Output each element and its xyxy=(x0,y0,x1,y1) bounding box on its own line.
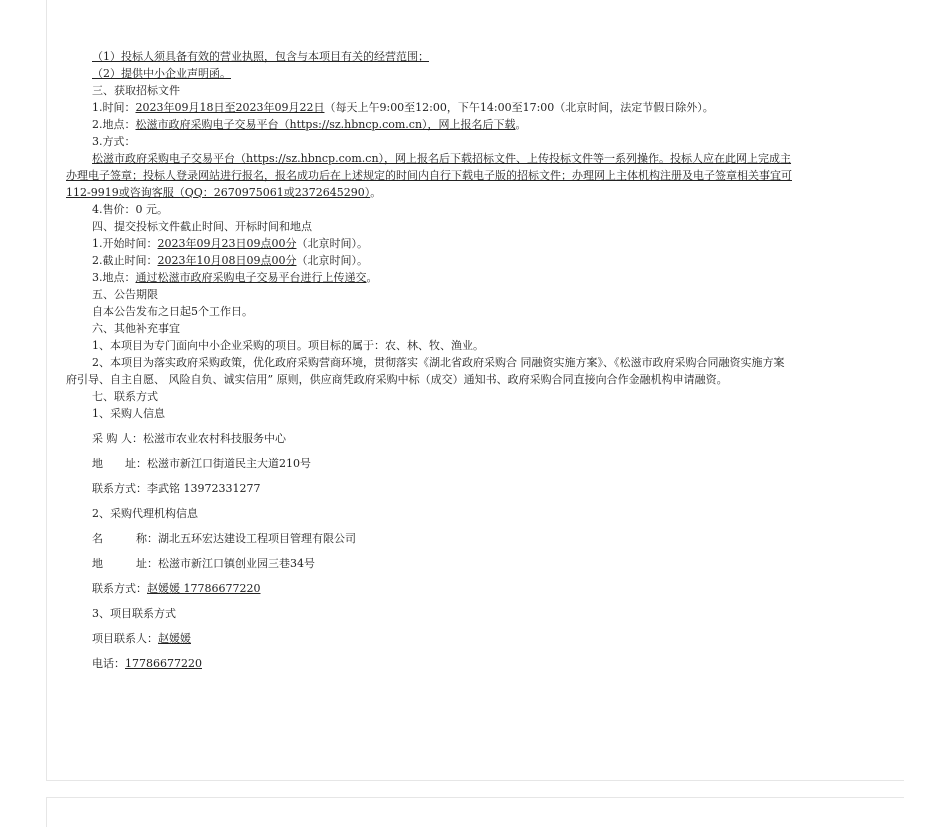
agency-contact-label: 联系方式： xyxy=(92,582,147,595)
deadline-value: 2023年10月08日09点00分 xyxy=(157,254,297,267)
next-panel xyxy=(46,797,904,827)
section-heading-7: 七、联系方式 xyxy=(92,390,158,403)
submit-place-end: 。 xyxy=(366,271,378,284)
customer-service-contact[interactable]: 112-9919或咨询客服（QQ：2670975061或2372645290） xyxy=(66,186,371,199)
obtain-place-link[interactable]: 松滋市政府采购电子交易平台（https://sz.hbncp.com.cn），网上报名后下载 xyxy=(135,118,516,131)
project-contact-person-value[interactable]: 赵媛媛 xyxy=(158,632,191,645)
submit-place-label: 3.地点： xyxy=(92,271,136,284)
start-time-label: 1.开始时间： xyxy=(92,237,158,250)
purchaser-heading: 1、采购人信息 xyxy=(92,407,165,420)
deadline-label: 2.截止时间： xyxy=(92,254,158,267)
project-contact-person xyxy=(92,632,191,646)
price: 4.售价：0 元。 xyxy=(92,203,168,216)
obtain-time-label: 1.时间： xyxy=(92,101,136,114)
purchaser-contact: 联系方式：李武铭 13972331277 xyxy=(92,482,261,495)
project-contact-heading: 3、项目联系方式 xyxy=(92,607,176,620)
qualification-item-1: （1）投标人须具备有效的营业执照，包含与本项目有关的经营范围； xyxy=(92,50,429,63)
agency-heading: 2、采购代理机构信息 xyxy=(92,507,198,520)
section-heading-3: 三、获取招标文件 xyxy=(92,84,180,97)
notice-period: 自本公告发布之日起5个工作日。 xyxy=(92,305,253,318)
section-heading-6: 六、其他补充事宜 xyxy=(92,322,180,335)
submit-place-value[interactable]: 通过松滋市政府采购电子交易平台进行上传递交 xyxy=(135,271,367,284)
deadline-note: （北京时间）。 xyxy=(296,254,368,267)
obtain-time-note: （每天上午9:00至12:00，下午14:00至17:00（北京时间，法定节假日除外）。 xyxy=(324,101,714,114)
deadline xyxy=(92,254,368,268)
supplement-item-1: 1、本项目为专门面向中小企业采购的项目。项目标的属于：农、林、牧、渔业。 xyxy=(92,339,484,352)
section-heading-5: 五、公告期限 xyxy=(92,288,158,301)
agency-address: 地 址：松滋市新江口镇创业园三巷34号 xyxy=(92,557,315,570)
obtain-method-label: 3.方式： xyxy=(92,135,136,148)
agency-contact xyxy=(92,582,260,596)
obtain-method-text-2[interactable]: 办理电子签章；投标人登录网站进行报名，报名成功后在上述规定的时间内自行下载电子版的招标文件；办理网上主体机构注册及电子签章相关事宜可 xyxy=(66,169,792,182)
submit-place xyxy=(92,271,378,285)
agency-name: 名 称：湖北五环宏达建设工程项目管理有限公司 xyxy=(92,532,356,545)
supplement-item-2-cont: 府引导、自主自愿、 风险自负、诚实信用” 原则，供应商凭政府采购中标（成交）通知书、政府采购合同直接向合作金融机构申请融资。 xyxy=(66,373,728,386)
obtain-time-value: 2023年09月18日至2023年09月22日 xyxy=(135,101,325,114)
obtain-method-end: 。 xyxy=(370,186,382,199)
purchaser-name: 采 购 人：松滋市农业农村科技服务中心 xyxy=(92,432,286,445)
obtain-place-end: 。 xyxy=(515,118,527,131)
qualification-item-2: （2）提供中小企业声明函。 xyxy=(92,67,231,80)
section-heading-4: 四、提交投标文件截止时间、开标时间和地点 xyxy=(92,220,312,233)
obtain-place xyxy=(92,118,527,132)
project-phone-value[interactable]: 17786677220 xyxy=(125,657,202,670)
obtain-method-text-1[interactable]: 松滋市政府采购电子交易平台（https://sz.hbncp.com.cn），网上报名后下载招标文件、上传投标文件等一系列操作。投标人应在此网上完成主 xyxy=(92,152,792,165)
start-time xyxy=(92,237,368,251)
project-phone xyxy=(92,657,202,671)
obtain-place-label: 2.地点： xyxy=(92,118,136,131)
obtain-time xyxy=(92,101,714,115)
obtain-method-text-3 xyxy=(66,186,381,200)
agency-contact-value[interactable]: 赵媛媛 17786677220 xyxy=(147,582,261,595)
purchaser-address: 地 址：松滋市新江口街道民主大道210号 xyxy=(92,457,311,470)
start-time-note: （北京时间）。 xyxy=(296,237,368,250)
supplement-item-2: 2、本项目为落实政府采购政策，优化政府采购营商环境，贯彻落实《湖北省政府采购合 同融资实施方案》、《松滋市政府采购合同融资实施方案 xyxy=(92,356,785,369)
project-contact-person-label: 项目联系人： xyxy=(92,632,158,645)
project-phone-label: 电话： xyxy=(92,657,125,670)
start-time-value: 2023年09月23日09点00分 xyxy=(157,237,297,250)
